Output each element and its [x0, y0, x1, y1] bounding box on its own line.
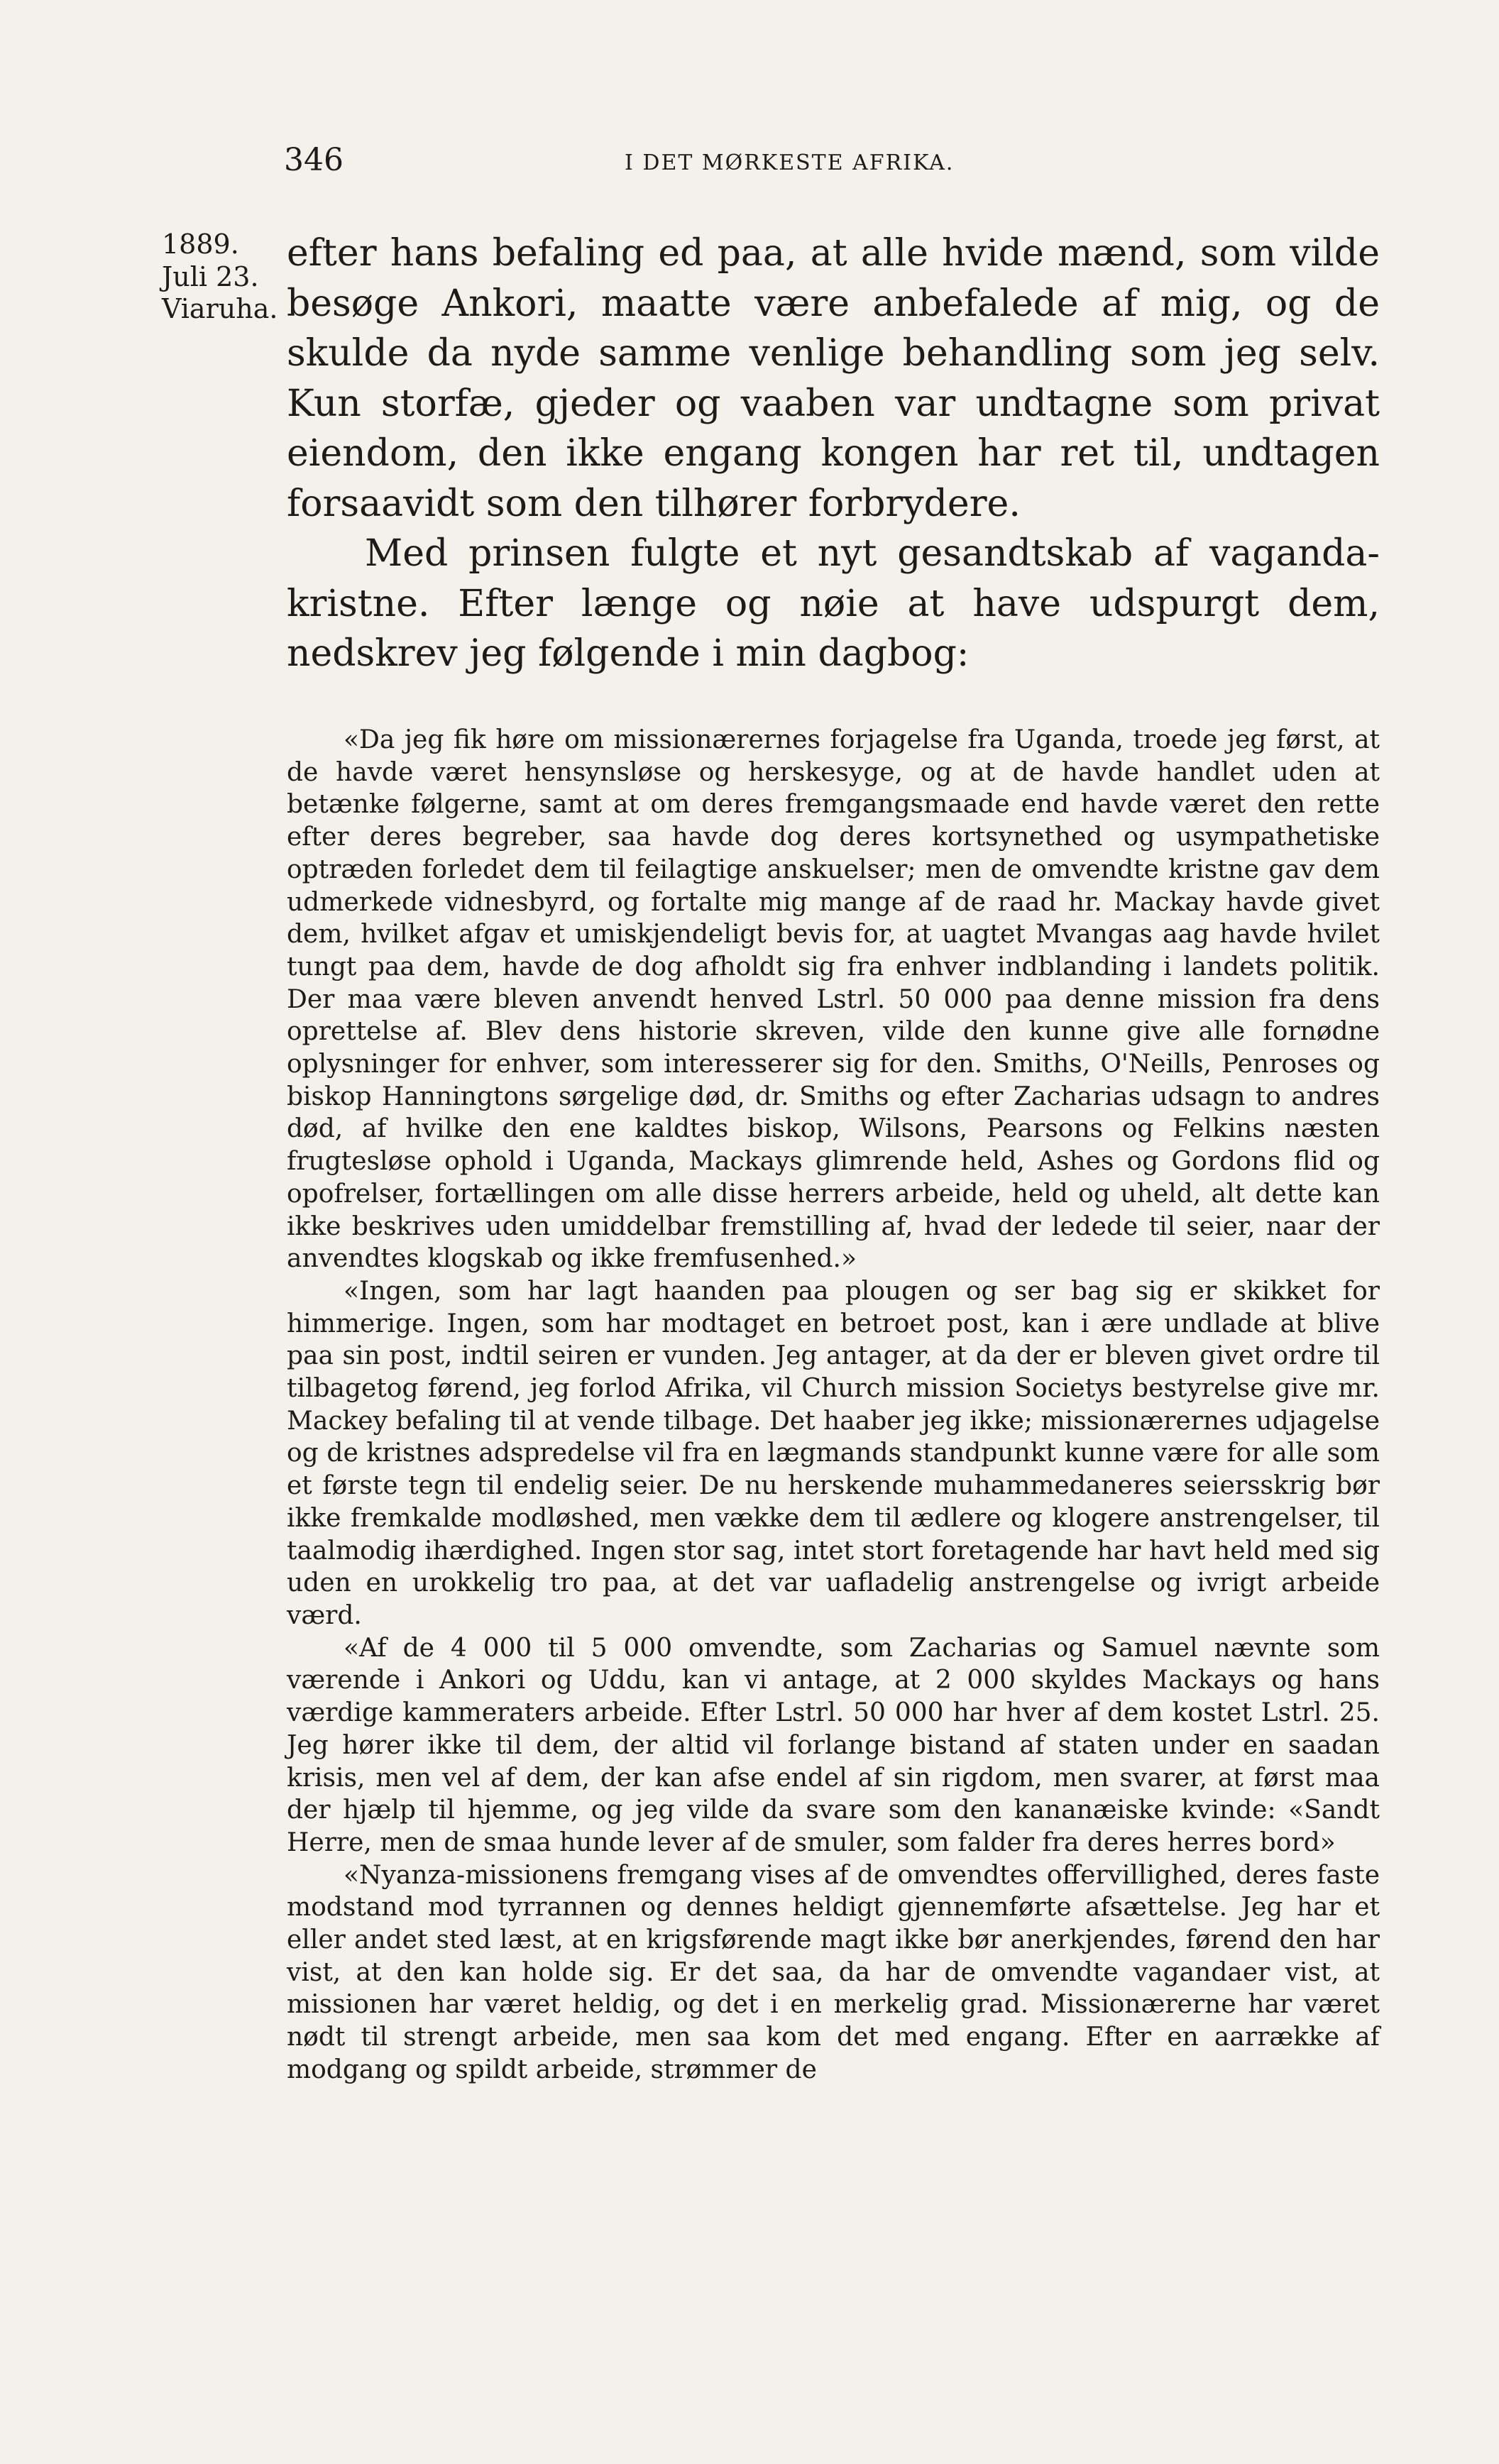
quote-paragraph: «Ingen, som har lagt haanden paa plougen og ser bag sig er skikket for himmerige. Ingen, som har modtaget en betroet post, kan i ære undlade at blive paa sin post, indtil seiren er vunden. Jeg antager, at da der er bleven givet ordre til tilbagetog førend, jeg forlod Afrika, vil Church mission Societys bestyrelse give mr. Mackey befaling til at vende tilbage. Det haaber jeg ikke; missionærernes udjagelse og de kristnes adspredelse vil fra en lægmands standpunkt kunne være for alle som et første tegn til endelig seier. De nu herskende muhammedaneres seiersskrig bør ikke fremkalde modløshed, men vække dem til ædlere og klogere anstrengelser, til taalmodig ihærdighed. Ingen stor sag, intet stort foretagende har havt held med sig uden en urokkelig tro paa, at det var uafladelig anstrengelse og ivrigt arbeide værd.	[287, 1276, 1380, 1630]
quote-paragraph: «Da jeg fik høre om missionærernes forjagelse fra Uganda, troede jeg først, at de havde været hensynsløse og herskesyge, og at de havde handlet uden at betænke følgerne, samt at om deres fremgangsmaade end havde været den rette efter deres begreber, saa havde dog deres kortsynethed og usympathetiske optræden forledet dem til feilagtige anskuelser; men de omvendte kristne gav dem udmerkede vidnesbyrd, og fortalte mig mange af de raad hr. Mackay havde givet dem, hvilket afgav et umiskjendeligt bevis for, at uagtet Mvangas aag havde hvilet tungt paa dem, havde de dog afholdt sig fra enhver indblanding i landets politik. Der maa være bleven anvendt henved Lstrl. 50 000 paa denne mission fra dens oprettelse af. Blev dens historie skreven, vilde den kunne give alle fornødne oplysninger for enhver, som interesserer sig for den. Smiths, O'Neills, Penroses og biskop Hanningtons sørgelige død, dr. Smiths og efter Zacharias udsagn to andres død, af hvilke den ene kaldtes biskop, Wilsons, Pearsons og Felkins næsten frugtesløse ophold i Uganda, Mackays glimrende held, Ashes og Gordons flid og opofrelser, fortællingen om alle disse herrers arbeide, held og uheld, alt dette kan ikke beskrives uden umiddelbar fremstilling af, hvad der ledede til seier, naar der anvendtes klogskab og ikke fremfusenhed.»	[287, 725, 1380, 1274]
body-paragraph: efter hans befaling ed paa, at alle hvide mænd, som vilde besøge Ankori, maatte være anbefalede af mig, og de skulde da nyde samme venlige behandling som jeg selv. Kun storfæ, gjeder og vaaben var undtagne som privat eiendom, den ikke engang kongen har ret til, undtagen forsaavidt som den tilhører forbrydere.	[287, 232, 1380, 525]
quote-paragraph: «Af de 4 000 til 5 000 omvendte, som Zacharias og Samuel nævnte som værende i Ankori og Uddu, kan vi antage, at 2 000 skyldes Mackays og hans værdige kammeraters arbeide. Efter Lstrl. 50 000 har hver af dem kostet Lstrl. 25. Jeg hører ikke til dem, der altid vil forlange bistand af staten under en saadan krisis, men vel af dem, der kan afse endel af sin rigdom, men svarer, at først maa der hjælp til hjemme, og jeg vilde da svare som den kananæiske kvinde: «Sandt Herre, men de smaa hunde lever af de smuler, som falder fra deres herres bord»	[287, 1633, 1380, 1857]
quote-paragraph: «Nyanza-missionens fremgang vises af de omvendtes offervillighed, deres faste modstand mod tyrrannen og dennes heldigt gjennemførte afsættelse. Jeg har et eller andet sted læst, at en krigsførende magt ikke bør anerkjendes, førend den har vist, at den kan holde sig. Er det saa, da har de omvendte vagandaer vist, at missionen har været heldig, og det i en merkelig grad. Missionærerne har været nødt til strengt arbeide, men saa kom det med engang. Efter en aarrække af modgang og spildt arbeide, strømmer de	[287, 1860, 1380, 2084]
page-number: 346	[284, 142, 344, 178]
margin-note-date: Juli 23.	[162, 260, 259, 292]
margin-note-place: Viaruha.	[162, 293, 278, 325]
margin-note-year: 1889.	[162, 229, 239, 260]
diary-quotation	[287, 724, 1380, 2086]
margin-note	[162, 229, 282, 326]
running-head: I DET MØRKESTE AFRIKA.	[625, 150, 955, 175]
page-header	[284, 142, 1384, 185]
main-text	[287, 229, 1380, 679]
body-paragraph: Med prinsen fulgte et nyt gesandtskab af vaganda-kristne. Efter længe og nøie at have udspurgt dem, nedskrev jeg følgende i min dagbog:	[287, 532, 1380, 675]
